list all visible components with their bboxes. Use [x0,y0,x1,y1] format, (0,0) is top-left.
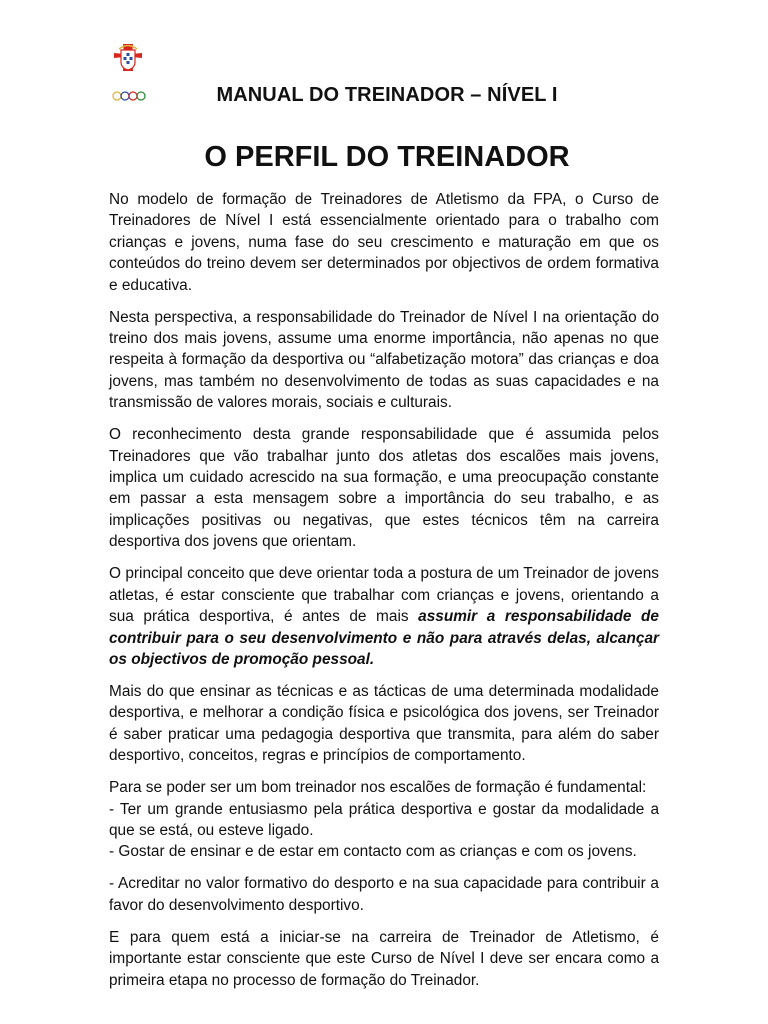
requirements-intro: Para se poder ser um bom treinador nos escalões de formação é fundamental: [109,779,647,797]
document-header-title: MANUAL DO TREINADOR – NÍVEL I [216,84,558,106]
paragraph-intro: No modelo de formação de Treinadores de Atletismo da FPA, o Curso de Treinadores de Nível I está essencialmente orientado para o trabalho com crianças e jovens, numa fase do seu crescimento e maturação em que os conteúdos do treino devem ser determinados por objectivos de ordem formativa e educativa. [109,191,659,294]
paragraph-formative-value: - Acreditar no valor formativo do desporto e na sua capacidade para contribuir a favor do desenvolvimento desportivo. [109,875,659,914]
paragraph-pedagogy: Mais do que ensinar as técnicas e as tácticas de uma determinada modalidade desportiva, e melhorar a condição física e psicológica dos jovens, ser Treinador é saber praticar uma pedagogia desportiva que transmita, para além do saber desportivo, conceitos, regras e princípios de comportamento. [109,682,659,765]
requirement-item: - Ter um grande entusiasmo pela prática desportiva e gostar da modalidade a que se está, ou esteve ligado. [109,800,659,839]
page-title: O PERFIL DO TREINADOR [204,141,570,173]
paragraph-principal-concept [109,563,659,670]
document-body [109,189,659,1002]
principal-concept-text: O principal conceito que deve orientar toda a postura de um Treinador de jovens atletas, é estar consciente que trabalhar com crianças e jovens, orientando a sua prática desportiva, é antes de mais [109,565,659,626]
paragraph-responsibility: Nesta perspectiva, a responsabilidade do Treinador de Nível I na orientação do treino dos mais jovens, assume uma enorme importância, não apenas no que respeita à formação da desportiva ou “alfabetização motora” das crianças e doa jovens, mas também no desenvolvimento de todas as suas capacidades e na transmissão de valores morais, sociais e culturais. [109,308,659,412]
paragraph-requirements [109,777,659,863]
principal-concept-emphasis: assumir a responsabilidade de contribuir para o seu desenvolvimento e não para através delas, alcançar os objectivos de promoção pessoal. [109,608,659,668]
paragraph-first-stage: E para quem está a iniciar-se na carreira de Treinador de Atletismo, é importante estar consciente que este Curso de Nível I deve ser encara como a primeira etapa no processo de formação do Treinador. [109,928,659,989]
cross-emblem-icon [114,44,142,71]
paragraph-recognition: O reconhecimento desta grande responsabilidade que é assumida pelos Treinadores que vão trabalhar junto dos atletas dos escalões mais jovens, implica um cuidado acrescido na sua formação, e uma preocupação constante em passar a esta mensagem sobre a importância do seu trabalho, e as implicações positivas ou negativas, que estes técnicos têm na carreira desportiva dos jovens que orientam. [109,426,659,551]
requirement-item: - Gostar de ensinar e de estar em contacto com as crianças e com os jovens. [109,843,637,861]
